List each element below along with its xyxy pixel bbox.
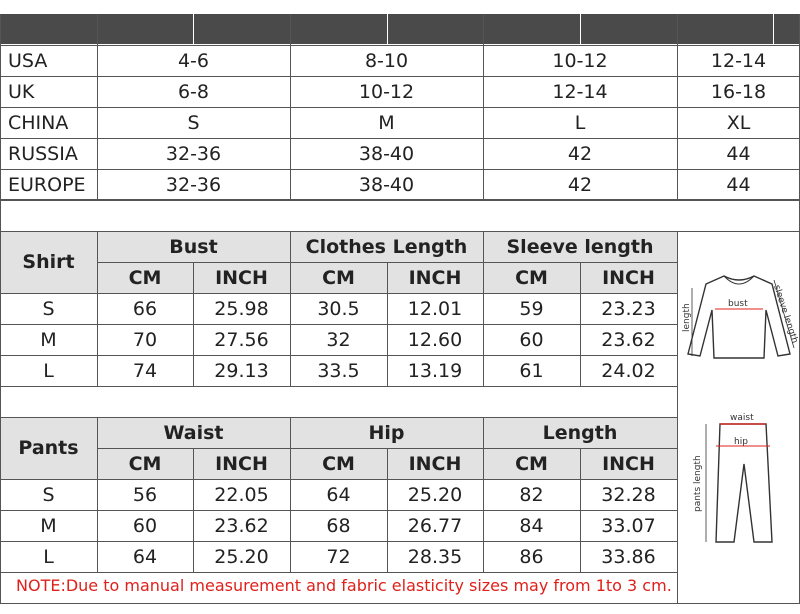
shirt-measurement-value: 33.5 bbox=[317, 359, 360, 382]
pants-measurement-value: 64 bbox=[326, 483, 351, 506]
grid-line bbox=[0, 199, 1, 603]
grid-line bbox=[0, 386, 677, 387]
pants-measurement-value: 25.20 bbox=[407, 483, 463, 506]
pants-group-header: Hip bbox=[290, 417, 483, 448]
shirt-group-header: Clothes Length bbox=[290, 231, 483, 262]
header-bar-segment bbox=[484, 14, 580, 44]
grid-line bbox=[0, 479, 677, 480]
size-value: 44 bbox=[726, 173, 751, 196]
grid-line bbox=[193, 448, 194, 572]
grid-line bbox=[677, 231, 800, 232]
pants-size-label: M bbox=[40, 514, 57, 537]
pants-unit-header: INCH bbox=[387, 448, 483, 479]
region-label: CHINA bbox=[8, 111, 69, 134]
grid-line bbox=[580, 448, 581, 572]
size-value: 44 bbox=[726, 142, 751, 165]
grid-line bbox=[0, 417, 677, 418]
shirt-unit-header: CM bbox=[290, 262, 387, 293]
size-value: M bbox=[378, 111, 395, 134]
grid-line bbox=[0, 355, 677, 356]
hip-label: hip bbox=[734, 437, 748, 447]
pants-unit-header: CM bbox=[483, 448, 580, 479]
grid-line bbox=[0, 200, 800, 201]
grid-line bbox=[483, 417, 484, 572]
pants-measurement-value: 86 bbox=[519, 545, 544, 568]
size-value: 12-14 bbox=[552, 80, 608, 103]
bust-label: bust bbox=[728, 299, 748, 309]
pants-size-label: S bbox=[42, 483, 55, 506]
grid-line bbox=[193, 262, 194, 386]
shirt-title: Shirt bbox=[0, 231, 97, 293]
grid-line bbox=[0, 293, 677, 294]
pants-measurement-value: 26.77 bbox=[407, 514, 463, 537]
pants-measurement-value: 72 bbox=[326, 545, 351, 568]
region-label: UK bbox=[8, 80, 35, 103]
shirt-measurement-figure bbox=[678, 262, 800, 372]
shirt-unit-header: CM bbox=[97, 262, 193, 293]
sleeve-length-label: sleeve length bbox=[771, 283, 800, 345]
pants-title: Pants bbox=[0, 417, 97, 479]
grid-line bbox=[0, 510, 677, 511]
grid-line bbox=[0, 107, 800, 108]
pants-size-label: L bbox=[43, 545, 54, 568]
shirt-measurement-value: 60 bbox=[519, 328, 544, 351]
size-value: 38-40 bbox=[358, 142, 415, 165]
grid-line bbox=[0, 138, 800, 139]
pants-unit-header: CM bbox=[97, 448, 193, 479]
shirt-measurement-value: 32 bbox=[326, 328, 351, 351]
shirt-measurement-value: 59 bbox=[519, 297, 544, 320]
disclaimer-note: NOTE:Due to manual measurement and fabric elasticity sizes may from 1to 3 cm. bbox=[16, 575, 672, 595]
grid-line bbox=[677, 14, 678, 200]
shirt-measurement-value: 30.5 bbox=[317, 297, 360, 320]
header-bar-segment bbox=[98, 14, 193, 44]
pants-measurement-value: 82 bbox=[519, 483, 544, 506]
pants-measurement-value: 64 bbox=[132, 545, 158, 568]
grid-line bbox=[0, 14, 1, 200]
size-value: 12-14 bbox=[710, 49, 767, 72]
grid-line bbox=[0, 603, 800, 604]
pants-measurement-value: 33.86 bbox=[601, 545, 656, 568]
shirt-measurement-value: 12.01 bbox=[407, 297, 463, 320]
grid-line bbox=[387, 262, 388, 386]
size-value: S bbox=[187, 111, 200, 134]
pants-unit-header: INCH bbox=[580, 448, 677, 479]
shirt-measurement-value: 70 bbox=[132, 328, 158, 351]
pants-group-header: Waist bbox=[97, 417, 290, 448]
shirt-measurement-value: 24.02 bbox=[601, 359, 656, 382]
grid-line bbox=[97, 417, 98, 572]
shirt-unit-header: CM bbox=[483, 262, 580, 293]
shirt-size-label: L bbox=[43, 359, 54, 382]
header-bar-segment bbox=[388, 14, 483, 44]
size-value: 32-36 bbox=[165, 173, 222, 196]
header-bar-segment bbox=[1, 14, 97, 44]
size-value: 32-36 bbox=[165, 142, 222, 165]
shirt-measurement-value: 23.23 bbox=[601, 297, 656, 320]
grid-line bbox=[0, 324, 677, 325]
grid-line bbox=[97, 14, 98, 200]
size-value: 10-12 bbox=[358, 80, 415, 103]
size-value: 16-18 bbox=[710, 80, 767, 103]
size-value: XL bbox=[726, 111, 751, 134]
pants-unit-header: CM bbox=[290, 448, 387, 479]
shirt-unit-header: INCH bbox=[580, 262, 677, 293]
grid-line bbox=[97, 231, 98, 386]
header-bar-segment bbox=[291, 14, 387, 44]
size-value: L bbox=[574, 111, 586, 134]
shirt-measurement-value: 27.56 bbox=[214, 328, 269, 351]
grid-line bbox=[0, 231, 677, 232]
waist-label: waist bbox=[730, 413, 754, 423]
grid-line bbox=[0, 169, 800, 170]
grid-line bbox=[0, 76, 800, 77]
size-value: 42 bbox=[567, 173, 593, 196]
grid-line bbox=[290, 231, 291, 386]
pants-measurement-value: 28.35 bbox=[407, 545, 463, 568]
shirt-group-header: Bust bbox=[97, 231, 290, 262]
shirt-unit-header: INCH bbox=[193, 262, 290, 293]
pants-measurement-value: 22.05 bbox=[214, 483, 269, 506]
pants-length-label: pants length bbox=[693, 455, 703, 512]
pants-measurement-value: 56 bbox=[132, 483, 158, 506]
size-value: 4-6 bbox=[177, 49, 210, 72]
pants-measurement-value: 84 bbox=[519, 514, 544, 537]
shirt-measurement-value: 74 bbox=[132, 359, 158, 382]
shirt-measurement-value: 13.19 bbox=[407, 359, 463, 382]
size-value: 42 bbox=[567, 142, 593, 165]
shirt-measurement-value: 29.13 bbox=[214, 359, 269, 382]
pants-measurement-value: 33.07 bbox=[601, 514, 656, 537]
shirt-size-label: S bbox=[42, 297, 55, 320]
shirt-measurement-value: 12.60 bbox=[407, 328, 463, 351]
grid-line bbox=[0, 45, 800, 46]
grid-line bbox=[483, 14, 484, 200]
grid-line bbox=[387, 448, 388, 572]
shirt-measurement-value: 23.62 bbox=[601, 328, 656, 351]
size-value: 10-12 bbox=[552, 49, 608, 72]
pants-measurement-value: 32.28 bbox=[601, 483, 656, 506]
grid-line bbox=[0, 199, 800, 200]
pants-measurement-figure bbox=[680, 402, 800, 552]
length-label: length bbox=[682, 303, 692, 332]
shirt-group-header: Sleeve length bbox=[483, 231, 677, 262]
pants-unit-header: INCH bbox=[193, 448, 290, 479]
size-value: 6-8 bbox=[177, 80, 210, 103]
size-value: 38-40 bbox=[358, 173, 415, 196]
pants-measurement-value: 25.20 bbox=[214, 545, 269, 568]
shirt-unit-header: INCH bbox=[387, 262, 483, 293]
pants-measurement-value: 68 bbox=[326, 514, 351, 537]
shirt-size-label: M bbox=[40, 328, 57, 351]
region-label: USA bbox=[8, 49, 48, 72]
pants-measurement-value: 60 bbox=[132, 514, 158, 537]
pants-measurement-value: 23.62 bbox=[214, 514, 269, 537]
shirt-measurement-value: 66 bbox=[132, 297, 158, 320]
region-label: EUROPE bbox=[8, 173, 86, 196]
shirt-measurement-value: 61 bbox=[519, 359, 544, 382]
header-bar-segment bbox=[678, 14, 773, 44]
size-value: 8-10 bbox=[364, 49, 409, 72]
grid-line bbox=[290, 14, 291, 200]
region-label: RUSSIA bbox=[8, 142, 78, 165]
grid-line bbox=[0, 541, 677, 542]
grid-line bbox=[290, 417, 291, 572]
header-bar-segment bbox=[194, 14, 290, 44]
grid-line bbox=[580, 262, 581, 386]
header-bar-segment bbox=[581, 14, 677, 44]
shirt-measurement-value: 25.98 bbox=[214, 297, 269, 320]
grid-line bbox=[483, 231, 484, 386]
pants-group-header: Length bbox=[483, 417, 677, 448]
header-bar-segment bbox=[774, 14, 800, 44]
